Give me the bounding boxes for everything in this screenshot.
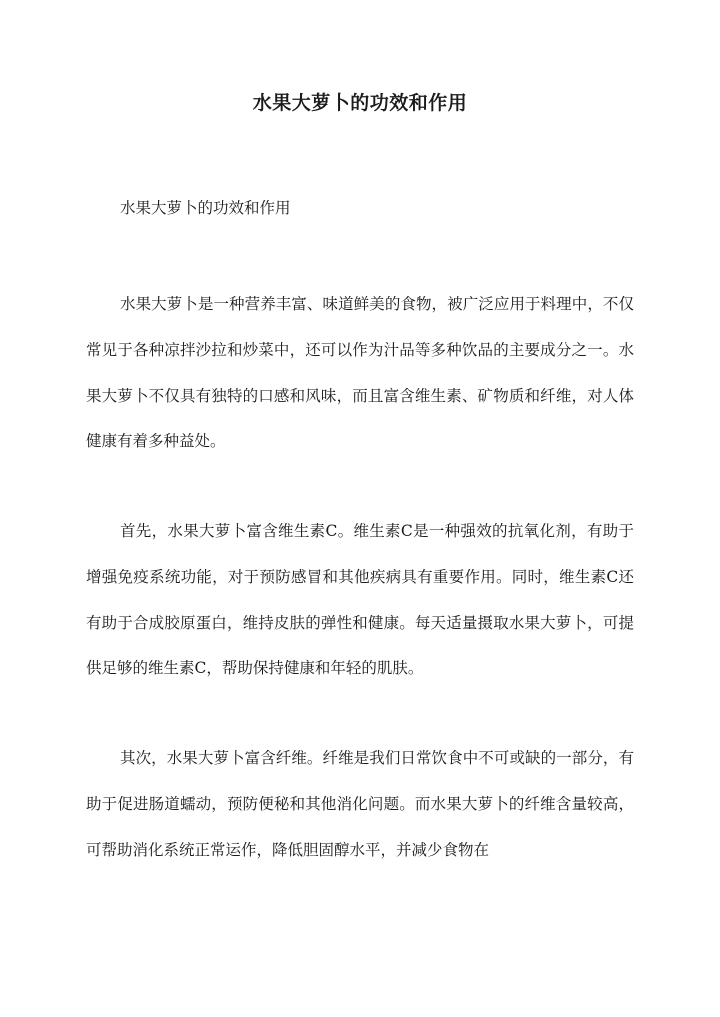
paragraph-intro: 水果大萝卜是一种营养丰富、味道鲜美的食物，被广泛应用于料理中，不仅常见于各种凉拌沙拉和炒菜中，还可以作为汁品等多种饮品的主要成分之一。水果大萝卜不仅具有独特的口感和风味，而且富含维生素、矿物质和纤维，对人体健康有着多种益处。	[86, 295, 634, 451]
paragraph-vitamin-c: 首先，水果大萝卜富含维生素C。维生素C是一种强效的抗氧化剂，有助于增强免疫系统功能，对于预防感冒和其他疾病具有重要作用。同时，维生素C还有助于合成胶原蛋白，维持皮肤的弹性和健康。每天适量摄取水果大萝卜，可提供足够的维生素C，帮助保持健康和年轻的肌肤。	[86, 522, 634, 678]
paragraph-fiber: 其次，水果大萝卜富含纤维。纤维是我们日常饮食中不可或缺的一部分，有助于促进肠道蠕动，预防便秘和其他消化问题。而水果大萝卜的纤维含量较高，可帮助消化系统正常运作，降低胆固醇水平，并减少食物在	[86, 749, 634, 859]
document-title: 水果大萝卜的功效和作用	[252, 92, 468, 114]
document-subtitle: 水果大萝卜的功效和作用	[120, 199, 291, 217]
